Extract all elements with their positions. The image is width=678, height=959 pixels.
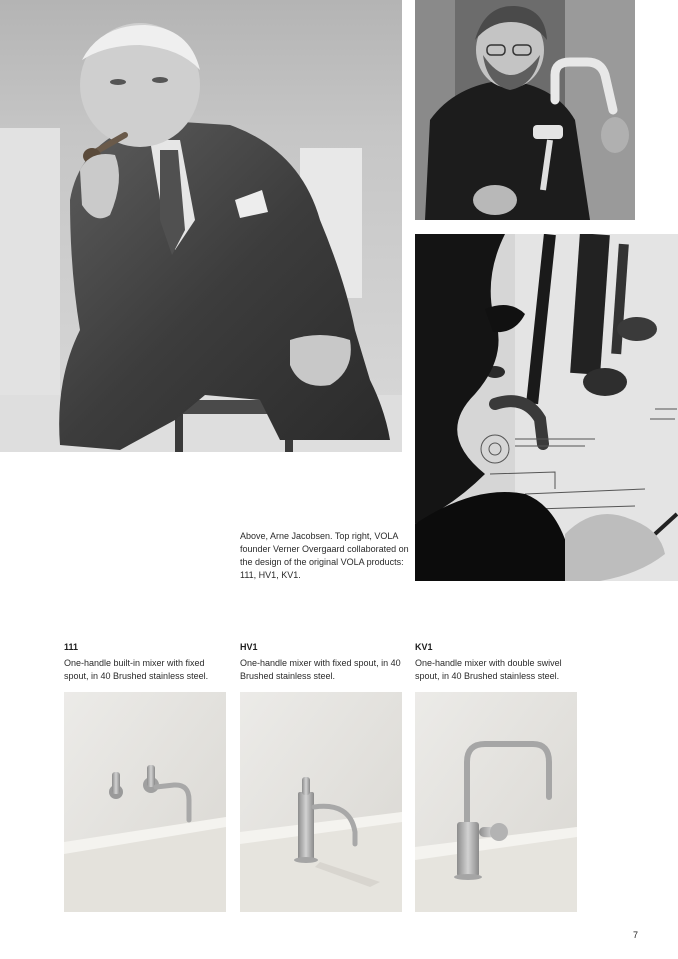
- product-hv1: [240, 641, 405, 682]
- design-sketch-photo: [415, 234, 678, 581]
- tap-hv1-photo: [240, 692, 402, 912]
- product-description: One-handle built-in mixer with fixed spout, in 40 Brushed stainless steel.: [64, 658, 209, 681]
- arne-jacobsen-photo: [0, 0, 402, 452]
- tap-111-photo: [64, 692, 226, 912]
- photo-caption: Above, Arne Jacobsen. Top right, VOLA founder Verner Overgaard collaborated on the design of the original VOLA products: 111, HV1, KV1.: [240, 531, 409, 580]
- product-kv1: [415, 641, 580, 682]
- product-name: HV1: [240, 642, 258, 652]
- product-111: [64, 641, 229, 682]
- verner-overgaard-photo: [415, 0, 635, 220]
- product-name: 111: [64, 642, 79, 652]
- product-name: KV1: [415, 642, 433, 652]
- page-number: 7: [632, 930, 638, 940]
- tap-kv1-photo: [415, 692, 577, 912]
- product-description: One-handle mixer with fixed spout, in 40 Brushed stainless steel.: [240, 658, 401, 681]
- product-description: One-handle mixer with double swivel spout, in 40 Brushed stainless steel.: [415, 658, 562, 681]
